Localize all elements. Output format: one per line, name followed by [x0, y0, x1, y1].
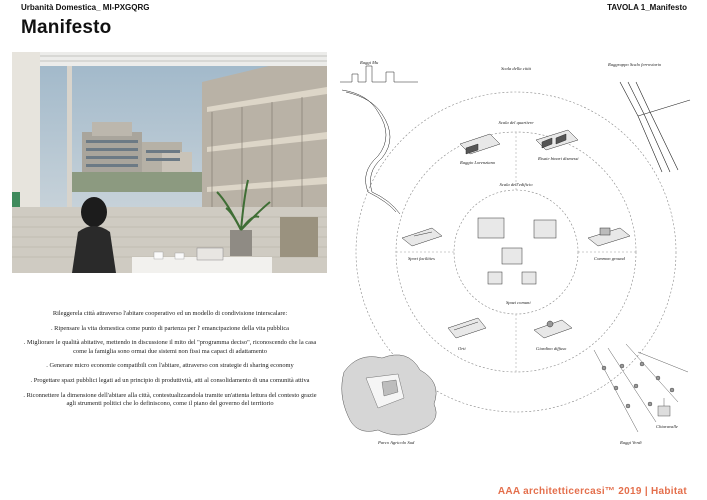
- interscalar-diagram: [338, 52, 697, 450]
- label-risaie: Risaie binari dismessi: [538, 156, 579, 161]
- sketch-orti: [448, 318, 486, 338]
- page-title: Manifesto: [21, 17, 112, 38]
- ring-label-building: Scala dell'edificio: [499, 182, 533, 187]
- label-raggi-verdi: Raggi Verdi: [620, 440, 642, 445]
- label-giardino-diffuso: Giardino diffuso: [536, 346, 567, 351]
- sketch-sport: [402, 228, 442, 246]
- manifesto-text: [20, 310, 320, 415]
- label-orti: Orti: [458, 346, 466, 351]
- manifesto-point: . Generare micro economie compatibili con l'abitare, attraverso con strategie di sharing economy: [46, 362, 294, 370]
- sketch-raggio-lorenziano: [460, 134, 500, 154]
- sketch-common-ground: [588, 228, 630, 246]
- manifesto-intro: Rileggerela città attraverso l'abitare cooperativo ed un modello di condivisione interscalare:: [52, 310, 288, 317]
- label-raggio-lorenziano: Raggio Lorenziano: [460, 160, 496, 165]
- parco-agricolo-map: [342, 355, 436, 435]
- sketch-risaie: [536, 130, 578, 150]
- sketch-spazi-comuni: [478, 218, 556, 284]
- label-common-ground: Common ground: [594, 256, 625, 261]
- label-spazi-comuni: Spazi comuni: [506, 300, 531, 305]
- sheet-title: TAVOLA 1_Manifesto: [607, 3, 687, 12]
- sketch-giardino: [534, 320, 572, 338]
- label-parco-agricolo-sud: Parco Agricolo Sud: [378, 440, 415, 445]
- manifesto-point: . Ripensare la vita domestica come punto di partenza per l' emancipazione della vita pubblica: [50, 324, 290, 332]
- ring-label-city: Scala della città: [501, 66, 531, 71]
- footer-credit: AAA architetticercasi™ 2019 | Habitat: [497, 486, 687, 497]
- label-sport-facilities: Sport facilities: [408, 256, 435, 261]
- label-raggi-mu: Raggi Mu: [360, 60, 379, 65]
- project-code: Urbanità Domestica_ MI-PXGQRG: [21, 3, 150, 12]
- label-chiaravalle: Chiaravalle: [656, 424, 678, 429]
- label-scalo-ferroviario: Raggruppo Scalo ferroviario: [608, 62, 662, 67]
- skyline-drawing: [340, 66, 418, 214]
- manifesto-point: . Migliorare le qualità abitative, mettendo in discussione il mito del "programma deciso", riconoscendo che la casa come la famiglia sono ormai due sistemi non fissi ma capaci di adattamento: [23, 339, 317, 355]
- ring-label-district: Scala del quartiere: [498, 120, 534, 125]
- manifesto-point: . Riconnettere la dimensione dell'abitare alla città, contestualizzandola tramite un'attenta lettura del contesto grazie agli strumenti politici che lo definiscono, come il piano del governo del territorio: [23, 391, 317, 408]
- manifesto-point: . Progettare spazi pubblici legati ad un principio di produttività, atti al consolidamento di una comunità attiva: [30, 377, 310, 385]
- balcony-render-image: [12, 52, 327, 273]
- railway-drawing: [620, 82, 690, 172]
- raggi-verdi-drawing: [594, 344, 688, 432]
